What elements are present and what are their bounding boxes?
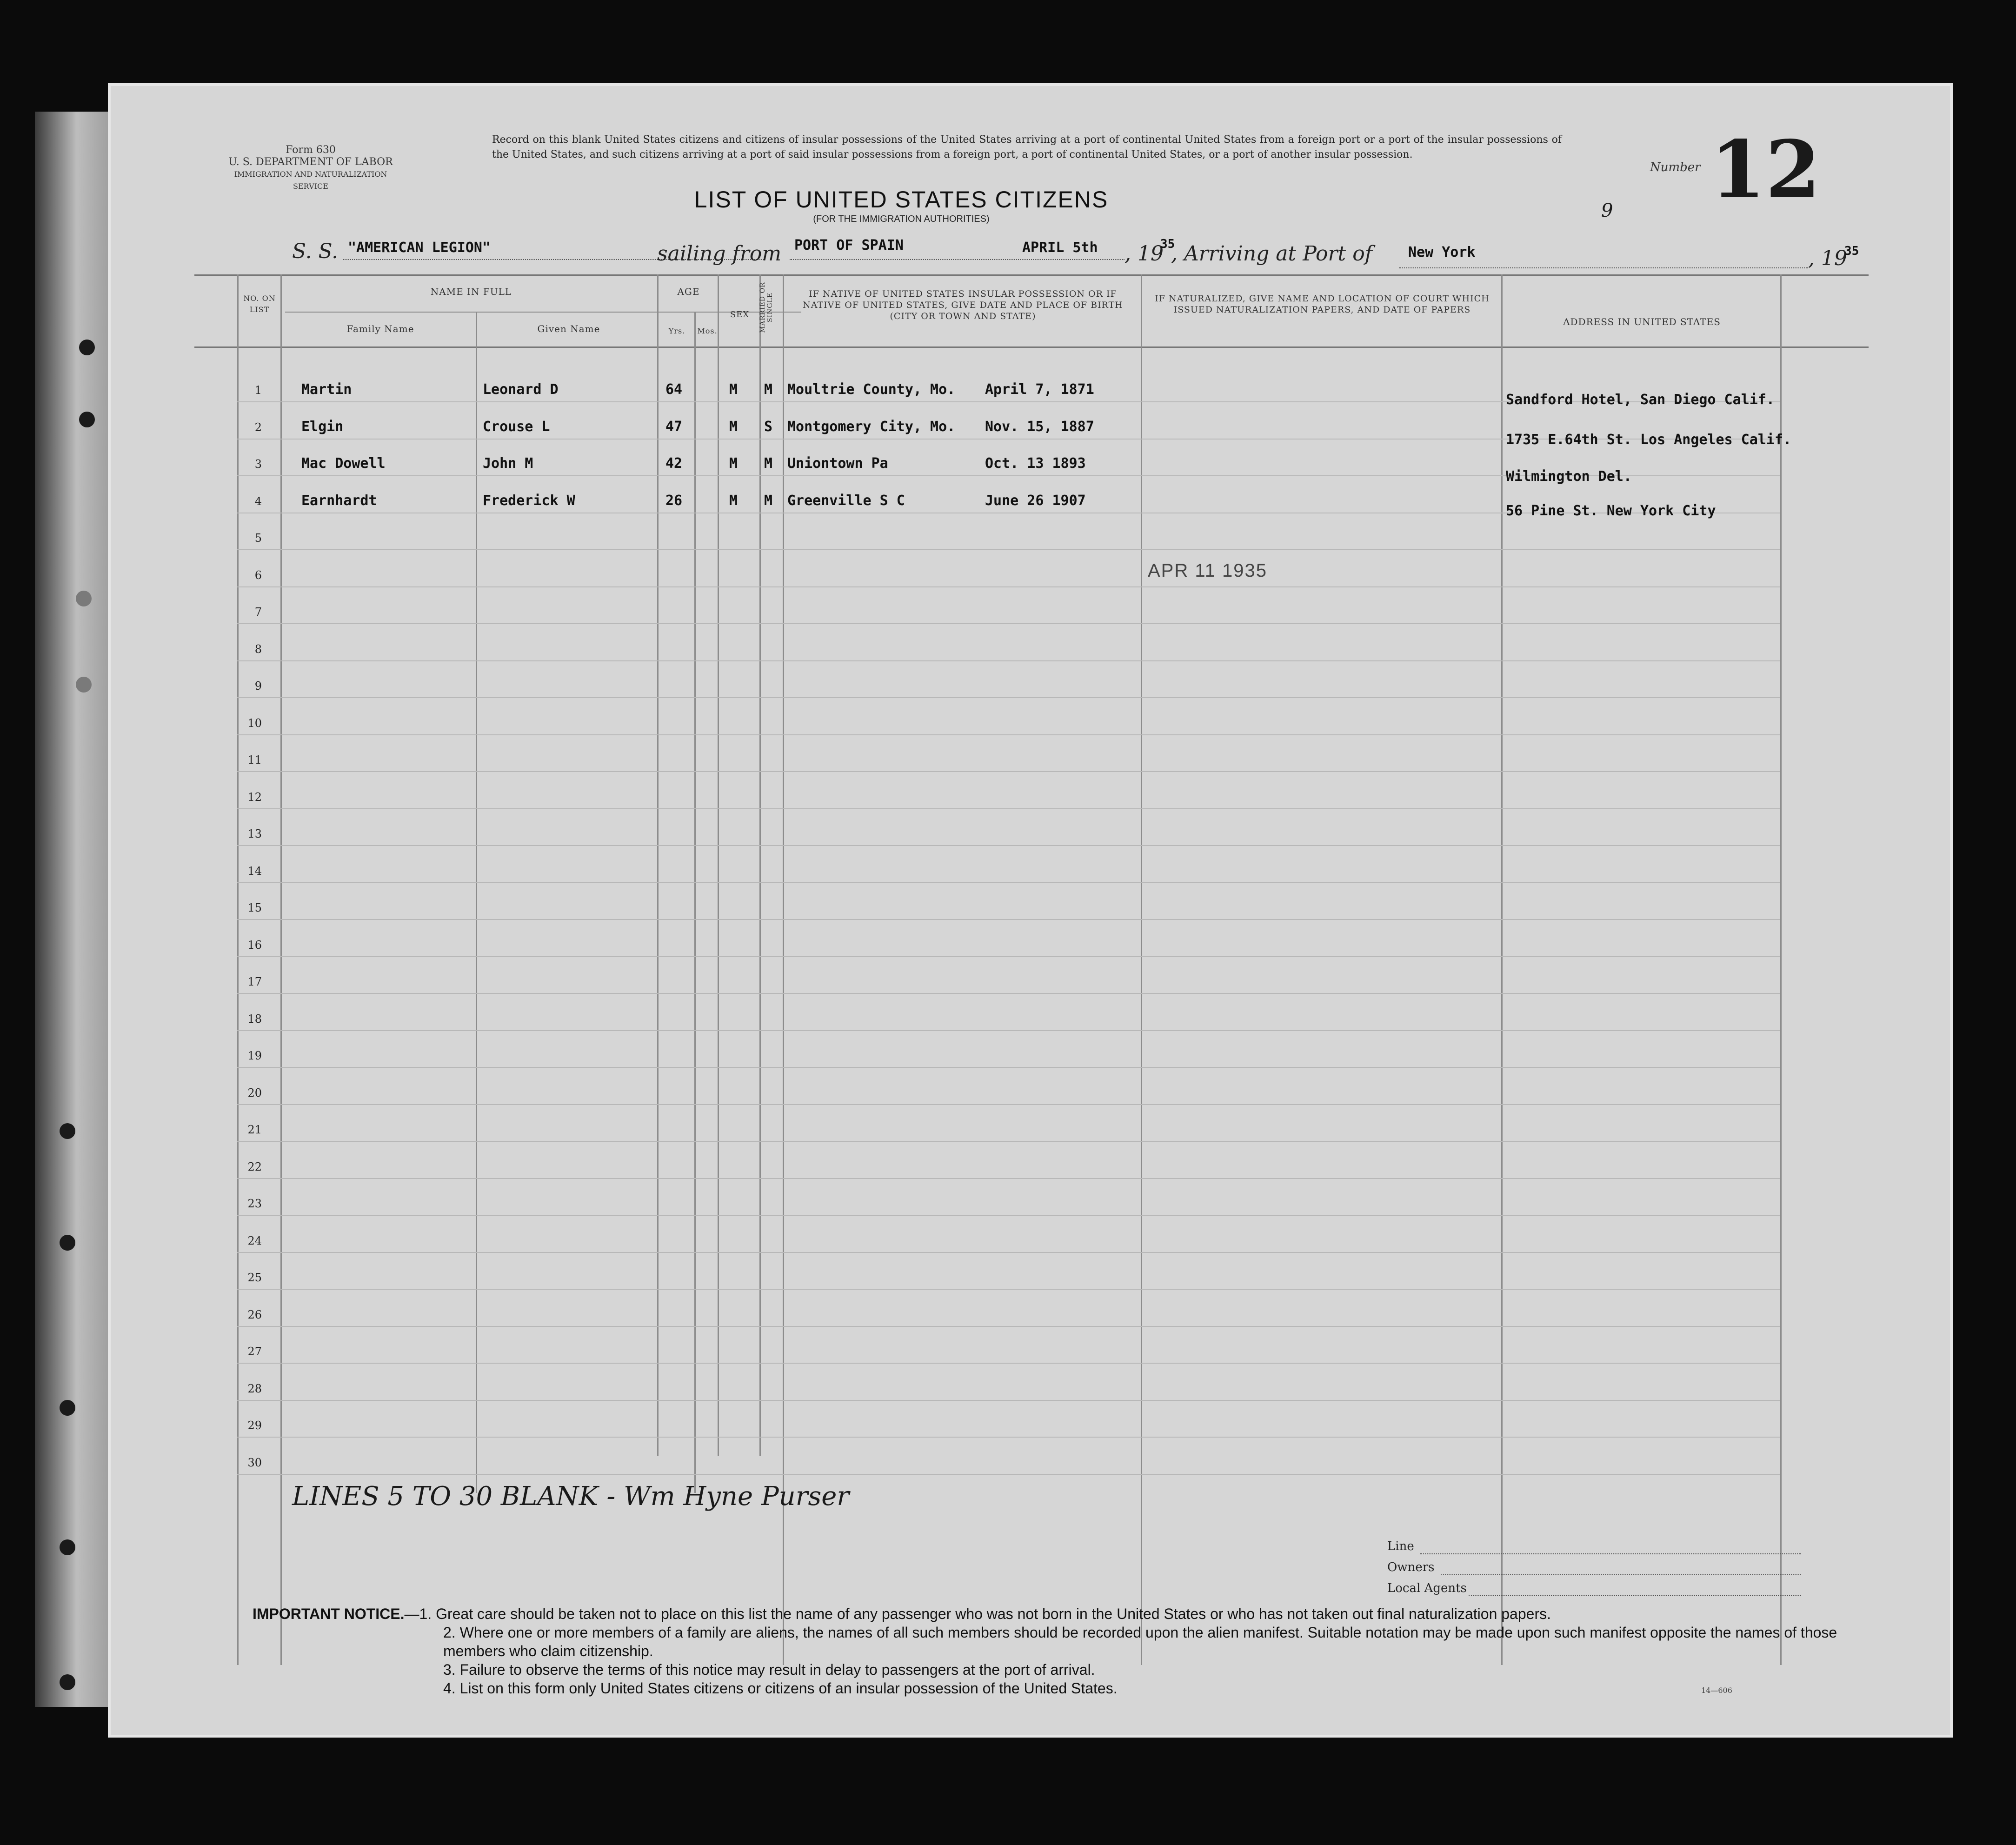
binder-hole xyxy=(76,677,92,693)
row-number: 23 xyxy=(247,1197,262,1210)
row-number: 2 xyxy=(254,420,262,434)
given-name-cell: Frederick W xyxy=(483,492,575,509)
sex-cell: M xyxy=(729,492,738,509)
row-rule xyxy=(237,1030,1780,1031)
binder-hole xyxy=(79,412,95,427)
row-rule xyxy=(237,1215,1780,1216)
marital-status-cell: S xyxy=(764,418,773,435)
row-rule xyxy=(237,771,1780,772)
port-from: PORT OF SPAIN xyxy=(794,237,904,253)
row-number: 4 xyxy=(254,494,262,508)
col-sep xyxy=(694,312,696,1493)
form-title: LIST OF UNITED STATES CITIZENS xyxy=(694,186,1109,213)
port-from-line xyxy=(790,259,1124,260)
birth-place-cell: Uniontown Pa xyxy=(787,455,888,472)
department-name: U. S. DEPARTMENT OF LABOR xyxy=(228,156,393,168)
ship-name: "AMERICAN LEGION" xyxy=(348,240,491,256)
address-cell: 56 Pine St. New York City xyxy=(1506,502,1716,519)
page-mark: 9 xyxy=(1601,200,1613,221)
row-rule xyxy=(237,1363,1780,1364)
row-number: 28 xyxy=(247,1382,262,1395)
address-cell: Wilmington Del. xyxy=(1506,468,1632,485)
col-family-name: Family Name xyxy=(346,323,414,334)
year2-prefix: , 19 xyxy=(1808,246,1847,270)
col-sep xyxy=(783,274,784,1665)
row-number: 18 xyxy=(247,1012,262,1026)
port-to: New York xyxy=(1408,244,1476,260)
col-sep xyxy=(280,274,282,1665)
agents-field xyxy=(1469,1595,1801,1596)
binder-hole xyxy=(60,1235,75,1251)
given-name-cell: Leonard D xyxy=(483,381,559,398)
row-number: 5 xyxy=(254,532,262,545)
year-prefix: , 19 xyxy=(1124,242,1164,266)
row-rule xyxy=(237,549,1780,550)
col-naturalized: IF NATURALIZED, GIVE NAME AND LOCATION OF COURT WHICH ISSUED NATURALIZATION PAPERS, AND DATE OF PAPERS xyxy=(1155,293,1490,315)
agents-label: Local Agents xyxy=(1387,1581,1467,1595)
manifest-page xyxy=(111,86,1950,1735)
row-rule xyxy=(237,1178,1780,1179)
list-number: 12 xyxy=(1710,123,1821,216)
row-number: 16 xyxy=(247,938,262,952)
col-sep xyxy=(718,274,719,1456)
binder-hole xyxy=(60,1123,75,1139)
age-cell: 26 xyxy=(665,492,683,509)
row-number: 11 xyxy=(247,753,262,766)
birth-place-cell: Montgomery City, Mo. xyxy=(787,418,956,435)
owners-field xyxy=(1441,1574,1801,1575)
col-sep xyxy=(476,312,477,1493)
col-name-in-full: NAME IN FULL xyxy=(430,286,512,297)
row-number: 6 xyxy=(254,568,262,582)
notice-title: IMPORTANT NOTICE. xyxy=(253,1605,405,1622)
row-rule xyxy=(237,1400,1780,1401)
arrival-stamp: APR 11 1935 xyxy=(1148,560,1267,581)
given-name-cell: John M xyxy=(483,455,533,472)
binder-hole xyxy=(60,1539,75,1555)
row-number: 19 xyxy=(247,1049,262,1062)
birth-place-cell: Greenville S C xyxy=(787,492,905,509)
row-rule xyxy=(237,1437,1780,1438)
notice-item-2: 2. Where one or more members of a family are aliens, the names of all such members should be recorded upon the alien manifest. Suitable notation may be made upon such manifest opposite the names of those members who claim citizenship. xyxy=(443,1624,1837,1659)
row-number: 14 xyxy=(247,864,262,878)
row-rule xyxy=(237,1289,1780,1290)
owners-label: Owners xyxy=(1387,1560,1435,1574)
arriving-label: , Arriving at Port of xyxy=(1171,242,1372,266)
row-number: 20 xyxy=(247,1086,262,1099)
row-number: 7 xyxy=(254,606,262,619)
row-number: 21 xyxy=(247,1123,262,1136)
sex-cell: M xyxy=(729,381,738,398)
age-cell: 42 xyxy=(665,455,683,472)
col-sep xyxy=(1501,274,1503,1665)
row-rule xyxy=(237,1104,1780,1105)
sex-cell: M xyxy=(729,418,738,435)
sailing-label: sailing from xyxy=(657,242,782,266)
sailing-date: APRIL 5th xyxy=(1022,240,1098,256)
row-rule xyxy=(237,734,1780,735)
address-cell: Sandford Hotel, San Diego Calif. xyxy=(1506,392,1775,408)
line-field xyxy=(1420,1553,1801,1554)
row-number: 17 xyxy=(247,975,262,988)
row-rule xyxy=(237,1141,1780,1142)
family-name-cell: Martin xyxy=(301,381,352,398)
row-rule xyxy=(237,1474,1780,1475)
col-sep xyxy=(1780,274,1782,1665)
number-label: Number xyxy=(1650,160,1701,174)
print-code: 14—606 xyxy=(1701,1686,1732,1695)
form-info xyxy=(222,144,399,193)
row-rule xyxy=(237,919,1780,920)
row-rule xyxy=(237,956,1780,957)
row-rule xyxy=(237,623,1780,624)
form-subtitle: (FOR THE IMMIGRATION AUTHORITIES) xyxy=(813,214,990,224)
birth-date-cell: Oct. 13 1893 xyxy=(985,455,1086,472)
row-rule xyxy=(237,1252,1780,1253)
sex-cell: M xyxy=(729,455,738,472)
row-rule xyxy=(237,697,1780,698)
binder-hole xyxy=(60,1674,75,1690)
family-name-cell: Elgin xyxy=(301,418,344,435)
binder-hole xyxy=(60,1400,75,1416)
notice-item-4: 4. List on this form only United States citizens or citizens of an insular possession of the United States. xyxy=(443,1680,1118,1697)
row-rule xyxy=(237,808,1780,809)
row-rule xyxy=(237,1067,1780,1068)
col-sep xyxy=(1141,274,1142,1665)
birth-date-cell: April 7, 1871 xyxy=(985,381,1094,398)
age-cell: 64 xyxy=(665,381,683,398)
row-number: 26 xyxy=(247,1308,262,1321)
birth-date-cell: June 26 1907 xyxy=(985,492,1086,509)
row-number: 1 xyxy=(254,384,262,397)
row-number: 15 xyxy=(247,901,262,914)
handwritten-note: LINES 5 TO 30 BLANK - Wm Hyne Purser xyxy=(292,1481,850,1512)
row-rule xyxy=(237,993,1780,994)
row-rule xyxy=(237,1326,1780,1327)
table-top-rule xyxy=(194,274,1869,276)
col-age: AGE xyxy=(677,286,700,297)
form-number: Form 630 xyxy=(286,144,336,156)
col-sex: SEX xyxy=(730,310,750,320)
col-sep xyxy=(657,274,659,1456)
row-number: 25 xyxy=(247,1271,262,1284)
row-number: 24 xyxy=(247,1234,262,1247)
col-yrs: Yrs. xyxy=(668,326,685,335)
binder-hole xyxy=(76,591,92,606)
binder-hole xyxy=(79,340,95,355)
notice-item-3: 3. Failure to observe the terms of this notice may result in delay to passengers at the port of arrival. xyxy=(443,1661,1095,1678)
birth-date-cell: Nov. 15, 1887 xyxy=(985,418,1094,435)
col-given-name: Given Name xyxy=(537,323,600,334)
col-sep xyxy=(759,274,761,1456)
col-birth: IF NATIVE OF UNITED STATES INSULAR POSSESSION OR IF NATIVE OF UNITED STATES, GIVE DATE AND PLACE OF BIRTH (CITY OR TOWN AND STATE) xyxy=(803,289,1123,321)
family-name-cell: Earnhardt xyxy=(301,492,377,509)
port-to-line xyxy=(1399,267,1808,268)
age-cell: 47 xyxy=(665,418,683,435)
line-label: Line xyxy=(1387,1539,1414,1553)
marital-status-cell: M xyxy=(764,381,773,398)
address-cell: 1735 E.64th St. Los Angeles Calif. xyxy=(1506,431,1792,448)
row-number: 8 xyxy=(254,642,262,656)
birth-place-cell: Moultrie County, Mo. xyxy=(787,381,956,398)
row-number: 3 xyxy=(254,458,262,471)
row-number: 30 xyxy=(247,1456,262,1469)
given-name-cell: Crouse L xyxy=(483,418,550,435)
ss-label: S. S. xyxy=(292,240,339,263)
col-no-on-list: NO. ON LIST xyxy=(243,294,276,314)
row-number: 9 xyxy=(254,679,262,693)
year2-suffix: 35 xyxy=(1844,244,1859,258)
row-number: 13 xyxy=(247,827,262,840)
marital-status-cell: M xyxy=(764,492,773,509)
marital-status-cell: M xyxy=(764,455,773,472)
notice-item-1: —1. Great care should be taken not to place on this list the name of any passenger who was not born in the United States or who has not taken out final naturalization papers. xyxy=(404,1605,1551,1622)
service-name: IMMIGRATION AND NATURALIZATION SERVICE xyxy=(234,170,387,191)
row-rule xyxy=(237,882,1780,883)
year-suffix: 35 xyxy=(1160,237,1175,251)
important-notice xyxy=(253,1605,1880,1698)
row-number: 27 xyxy=(247,1345,262,1358)
row-rule xyxy=(237,845,1780,846)
row-rule xyxy=(237,586,1780,587)
row-number: 22 xyxy=(247,1160,262,1173)
row-number: 29 xyxy=(247,1419,262,1432)
family-name-cell: Mac Dowell xyxy=(301,455,386,472)
col-mos: Mos. xyxy=(697,326,718,335)
col-address: ADDRESS IN UNITED STATES xyxy=(1563,316,1721,327)
instructions-text: Record on this blank United States citizens and citizens of insular possessions of the United States arriving at a port of continental United States from a foreign port or a port of the insular possessions of the United States, and such citizens arriving at a port of said insular possessions from a foreign port, a port of continental United States, or a port of another insular possession. xyxy=(492,134,1562,160)
header-bottom-rule xyxy=(194,346,1869,348)
col-married-single: MARRIED OR SINGLE xyxy=(759,282,774,333)
row-number: 10 xyxy=(247,716,262,730)
row-number: 12 xyxy=(247,790,262,804)
row-rule xyxy=(237,660,1780,661)
